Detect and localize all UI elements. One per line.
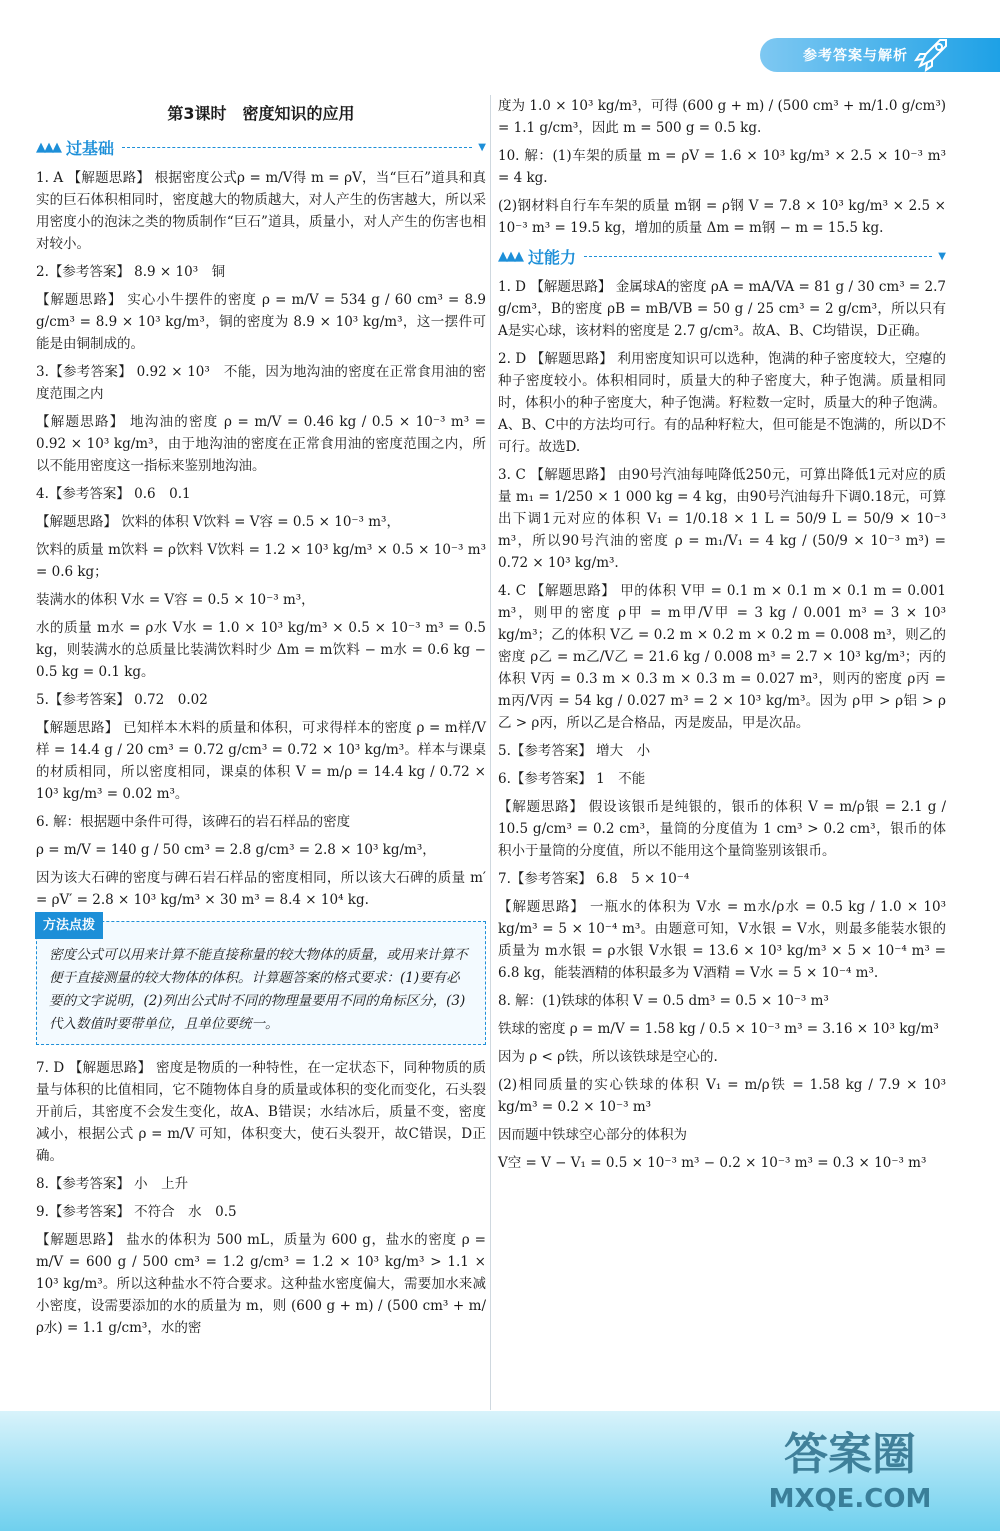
rocket-icon [912,34,952,74]
method-tip-title: 方法点拨 [35,912,103,939]
answer-item: 【解题思路】 假设该银币是纯银的，银币的体积 V = m/ρ银 = 2.1 g / 10.5 g/cm³ = 0.2 cm³，量筒的分度值为 1 cm³ > 0.2 cm³，银币的体积小于量筒的分度值，所以不能用这个量筒鉴别该银币。 [498,799,946,859]
answer-item: 7. D 【解题思路】 密度是物质的一种特性，在一定状态下，同种物质的质量与体积的比值相同，它不随物体自身的质量或体积的变化而变化，石头裂开前后，其密度不会发生变化，故A、B错误；水结冰后，质量不变，密度减小，根据公式 ρ = m/V 可知，体积变大，使石头裂开，故C错误，D正确。 [36,1060,486,1164]
answer-item: 装满水的体积 V水 = V容 = 0.5 × 10⁻³ m³， [36,592,315,608]
answer-item: 8. 解：(1)铁球的体积 V = 0.5 dm³ = 0.5 × 10⁻³ m³ [498,993,829,1009]
watermark-logo [730,1417,970,1517]
answer-item: ρ = m/V = 140 g / 50 cm³ = 2.8 g/cm³ = 2.8 × 10³ kg/m³， [36,842,436,858]
page-title: 第3课时 密度知识的应用 [167,104,355,123]
answer-item: 3.【参考答案】 0.92 × 10³ 不能，因为地沟油的密度在正常食用油的密度范围之内 [36,364,486,402]
answer-item: 【解题思路】 实心小牛摆件的密度 ρ = m/V = 534 g / 60 cm³ = 8.9 g/cm³ = 8.9 × 10³ kg/m³，铜的密度为 8.9 × 10³ kg/m³，这一摆件可能是由铜制成的。 [36,292,486,352]
section-basic [36,136,486,159]
answer-item: 1. D 【解题思路】 金属球A的密度 ρA = mA/VA = 81 g / 30 cm³ = 2.7 g/cm³，B的密度 ρB = mB/VB = 50 g / 25 cm³ = 2 g/cm³，所以只有A是实心球，该材料的密度是 2.7 g/cm³。故A、B、C均错误，D正确。 [498,279,946,339]
answer-item: 1. A 【解题思路】 根据密度公式ρ = m/V得 m = ρV，当“巨石”道具和真实的巨石体积相同时，密度越大的物质越大，对人产生的伤害越大，所以采用密度小的泡沫之类的物质制作“巨石”道具，质量小，对人产生的伤害也相对较小。 [36,170,486,252]
answer-item: (2)相同质量的实心铁球的体积 V₁ = m/ρ铁 = 1.58 kg / 7.9 × 10³ kg/m³ = 0.2 × 10⁻³ m³ [498,1077,946,1115]
answer-item: 5.【参考答案】 0.72 0.02 [36,692,208,708]
answer-item: 2. D 【解题思路】 利用密度知识可以选种，饱满的种子密度较大，空瘪的种子密度较小。体积相同时，质量大的种子密度大，种子饱满。质量相同时，体积小的种子密度大，种子饱满。籽粒数一定时，质量大的种子饱满。A、B、C中的方法均可行。有的品种籽粒大，但可能是不饱满的，所以D不可行。故选D. [498,351,946,455]
chevron-down-icon: ▼ [938,251,946,262]
section-dashed-line [584,256,932,257]
answer-item: 【解题思路】 已知样本木料的质量和体积，可求得样本的密度 ρ = m样/V样 = 14.4 g / 20 cm³ = 0.72 g/cm³ = 0.72 × 10³ kg/m³。样本与课桌的材质相同，所以密度相同，课桌的体积 V = m/ρ = 14.4 kg / 0.72 × 10³ kg/m³ = 0.02 m³。 [36,720,486,802]
answer-item: (2)钢材料自行车车架的质量 m钢 = ρ钢 V = 7.8 × 10³ kg/m³ × 2.5 × 10⁻³ m³ = 19.5 kg，增加的质量 Δm = m钢 − m = 15.5 kg. [498,198,946,236]
answer-item: 【解题思路】 饮料的体积 V饮料 = V容 = 0.5 × 10⁻³ m³， [36,514,400,530]
answer-item: 4.【参考答案】 0.6 0.1 [36,486,191,502]
method-tip-box [36,918,486,1045]
watermark-top: 答案圈 [784,1429,916,1480]
answer-item: 6. 解：根据题中条件可得，该碑石的岩石样品的密度 [36,814,351,830]
answer-item: 10. 解：(1)车架的质量 m = ρV = 1.6 × 10³ kg/m³ × 2.5 × 10⁻³ m³ = 4 kg. [498,148,946,186]
section-ability-title: 过能力 [528,248,577,267]
answer-item: 因而题中铁球空心部分的体积为 [498,1127,687,1143]
section-basic-title: 过基础 [66,139,115,158]
answer-item: 饮料的质量 m饮料 = ρ饮料 V饮料 = 1.2 × 10³ kg/m³ × 0.5 × 10⁻³ m³ = 0.6 kg； [36,542,486,580]
answer-item: 因为该大石碑的密度与碑石岩石样品的密度相同，所以该大石碑的质量 m′ = ρV′ = 2.8 × 10³ kg/m³ × 30 m³ = 8.4 × 10⁴ kg. [36,870,486,908]
answer-item: V空 = V − V₁ = 0.5 × 10⁻³ m³ − 0.2 × 10⁻³ m³ = 0.3 × 10⁻³ m³ [498,1155,927,1171]
answer-item: 3. C 【解题思路】 由90号汽油每吨降低250元，可算出降低1元对应的质量 m₁ = 1/250 × 1 000 kg = 4 kg，由90号汽油每升下调0.18元，可算出下调1元对应的体积 V₁ = 1/0.18 × 1 L = 50/9 L = 50/9 × 10⁻³ m³，所以90号汽油的密度 ρ = m₁/V₁ = 4 kg / (50/9 × 10⁻³ m³) = 0.72 × 10³ kg/m³. [498,467,946,571]
right-column [498,95,946,1180]
answer-item: 【解题思路】 盐水的体积为 500 mL，质量为 600 g，盐水的密度 ρ = m/V = 600 g / 500 cm³ = 1.2 g/cm³ = 1.2 × 10³ kg/m³ > 1.1 × 10³ kg/m³。所以这种盐水不符合要求。这种盐水密度偏大，需要加水来减小密度，设需要添加的水的质量为 m，则 (600 g + m) / (500 cm³ + m/ρ水) = 1.1 g/cm³，水的密 [36,1232,486,1336]
answer-item: 6.【参考答案】 1 不能 [498,771,646,787]
answer-item: 因为 ρ < ρ铁，所以该铁球是空心的. [498,1049,718,1065]
answer-item: 水的质量 m水 = ρ水 V水 = 1.0 × 10³ kg/m³ × 0.5 × 10⁻³ m³ = 0.5 kg，则装满水的总质量比装满饮料时少 Δm = m饮料 − m水 = 0.6 kg − 0.5 kg = 0.1 kg。 [36,620,486,680]
answer-item: 4. C 【解题思路】 甲的体积 V甲 = 0.1 m × 0.1 m × 0.1 m = 0.001 m³，则甲的密度 ρ甲 = m甲/V甲 = 3 kg / 0.001 m³ = 3 × 10³ kg/m³；乙的体积 V乙 = 0.2 m × 0.2 m × 0.2 m = 0.008 m³，则乙的密度 ρ乙 = m乙/V乙 = 21.6 kg / 0.008 m³ = 2.7 × 10³ kg/m³；丙的体积 V丙 = 0.3 m × 0.3 m × 0.3 m = 0.027 m³，则丙的密度 ρ丙 = m丙/V丙 = 54 kg / 0.027 m³ = 2 × 10³ kg/m³。因为 ρ甲 > ρ铝 > ρ乙 > ρ丙，所以乙是合格品，丙是废品，甲是次品。 [498,583,946,731]
answer-item: 7.【参考答案】 6.8 5 × 10⁻⁴ [498,871,690,887]
answer-item: 【解题思路】 一瓶水的体积为 V水 = m水/ρ水 = 0.5 kg / 1.0 × 10³ kg/m³ = 5 × 10⁻⁴ m³。由题意可知，V水银 = V水，则最多能装水银的质量为 m水银 = ρ水银 V水银 = 13.6 × 10³ kg/m³ × 5 × 10⁻⁴ m³ = 6.8 kg，能装酒精的体积最多为 V酒精 = V水 = 5 × 10⁻⁴ m³. [498,899,946,981]
chevron-down-icon: ▼ [478,142,486,153]
left-column [36,95,486,1345]
column-divider [490,95,491,1410]
header-label: 参考答案与解析 [803,48,908,64]
answer-item: 5.【参考答案】 增大 小 [498,743,651,759]
section-dashed-line [122,147,472,148]
answer-item: 【解题思路】 地沟油的密度 ρ = m/V = 0.46 kg / 0.5 × 10⁻³ m³ = 0.92 × 10³ kg/m³，由于地沟油的密度在正常食用油的密度范围之内，所以不能用密度这一指标来鉴别地沟油。 [36,414,486,474]
answer-item: 9.【参考答案】 不符合 水 0.5 [36,1204,237,1220]
watermark-bottom: MXQE.COM [768,1484,932,1514]
method-tip-text: 密度公式可以用来计算不能直接称量的较大物体的质量，或用来计算不便于直接测量的较大物体的体积。计算题答案的格式要求：(1)要有必要的文字说明，(2)列出公式时不同的物理量要用不同的角标区分，(3)代入数值时要带单位，且单位要统一。 [49,947,468,1032]
answer-item: 8.【参考答案】 小 上升 [36,1176,189,1192]
section-ticks-icon: ▲▲▲ [36,140,60,155]
section-ability [498,245,946,268]
answer-item: 2.【参考答案】 8.9 × 10³ 铜 [36,264,226,280]
section-ticks-icon: ▲▲▲ [498,249,522,264]
answer-item: 度为 1.0 × 10³ kg/m³，可得 (600 g + m) / (500 cm³ + m/1.0 g/cm³) = 1.1 g/cm³，因此 m = 500 g = 0.5 kg. [498,98,946,136]
answer-item: 铁球的密度 ρ = m/V = 1.58 kg / 0.5 × 10⁻³ m³ = 3.16 × 10³ kg/m³ [498,1021,939,1037]
